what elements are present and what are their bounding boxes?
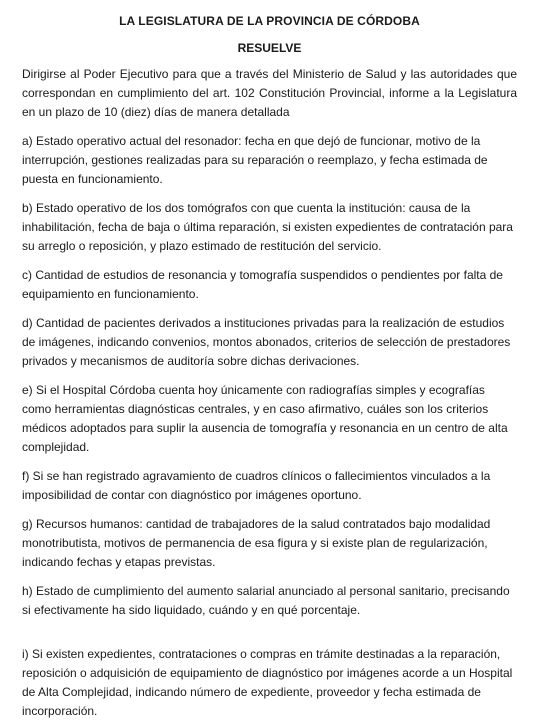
item-b: b) Estado operativo de los dos tomógrafos con que cuenta la institución: causa de la inhabilitación, fecha de baja o última reparación, si existen expedientes de contratación para su arreglo o reposición, y plazo estimado de restitución del servicio. bbox=[22, 201, 513, 253]
item-i: i) Si existen expedientes, contrataciones o compras en trámite destinadas a la reparación, reposición o adquisición de equipamiento de diagnóstico por imágenes acorde a un Hospital de Alta Complejidad, indicando número de expediente, proveedor y fecha estimada de incorporación. bbox=[22, 647, 513, 718]
item-f: f) Si se han registrado agravamiento de cuadros clínicos o fallecimientos vinculados a la imposibilidad de contar con diagnóstico por imágenes oportuno. bbox=[22, 469, 491, 502]
item-c: c) Cantidad de estudios de resonancia y tomografía suspendidos o pendientes por falta de equipamiento en funcionamiento. bbox=[22, 268, 503, 301]
intro-paragraph: Dirigirse al Poder Ejecutivo para que a través del Ministerio de Salud y las autoridades que correspondan en cumplimiento del art. 102 Constitución Provincial, informe a la Legislatura en un plazo de 10 (diez) días de manera detallada bbox=[22, 67, 517, 119]
item-h: h) Estado de cumplimiento del aumento salarial anunciado al personal sanitario, precisando si efectivamente ha sido liquidado, cuándo y en qué porcentaje. bbox=[22, 584, 510, 617]
document-subtitle: RESUELVE bbox=[237, 41, 302, 55]
item-a: a) Estado operativo actual del resonador: fecha en que dejó de funcionar, motivo de la interrupción, gestiones realizadas para su reparación o reemplazo, y fecha estimada de puesta en funcionamiento. bbox=[22, 134, 488, 186]
item-d: d) Cantidad de pacientes derivados a instituciones privadas para la realización de estudios de imágenes, indicando convenios, montos abonados, criterios de selección de prestadores privados y mecanismos de auditoría sobre dichas derivaciones. bbox=[22, 316, 511, 368]
document-title: LA LEGISLATURA DE LA PROVINCIA DE CÓRDOBA bbox=[119, 14, 420, 28]
item-e: e) Si el Hospital Córdoba cuenta hoy únicamente con radiografías simples y ecografías como herramientas diagnósticas centrales, y en caso afirmativo, cuáles son los criterios médicos adoptados para suplir la ausencia de tomografía y resonancia en un centro de alta complejidad. bbox=[22, 383, 508, 454]
document-page bbox=[22, 0, 517, 721]
item-g: g) Recursos humanos: cantidad de trabajadores de la salud contratados bajo modalidad monotributista, motivos de permanencia de esa figura y si existe plan de regularización, indicando fechas y etapas previstas. bbox=[22, 517, 491, 569]
